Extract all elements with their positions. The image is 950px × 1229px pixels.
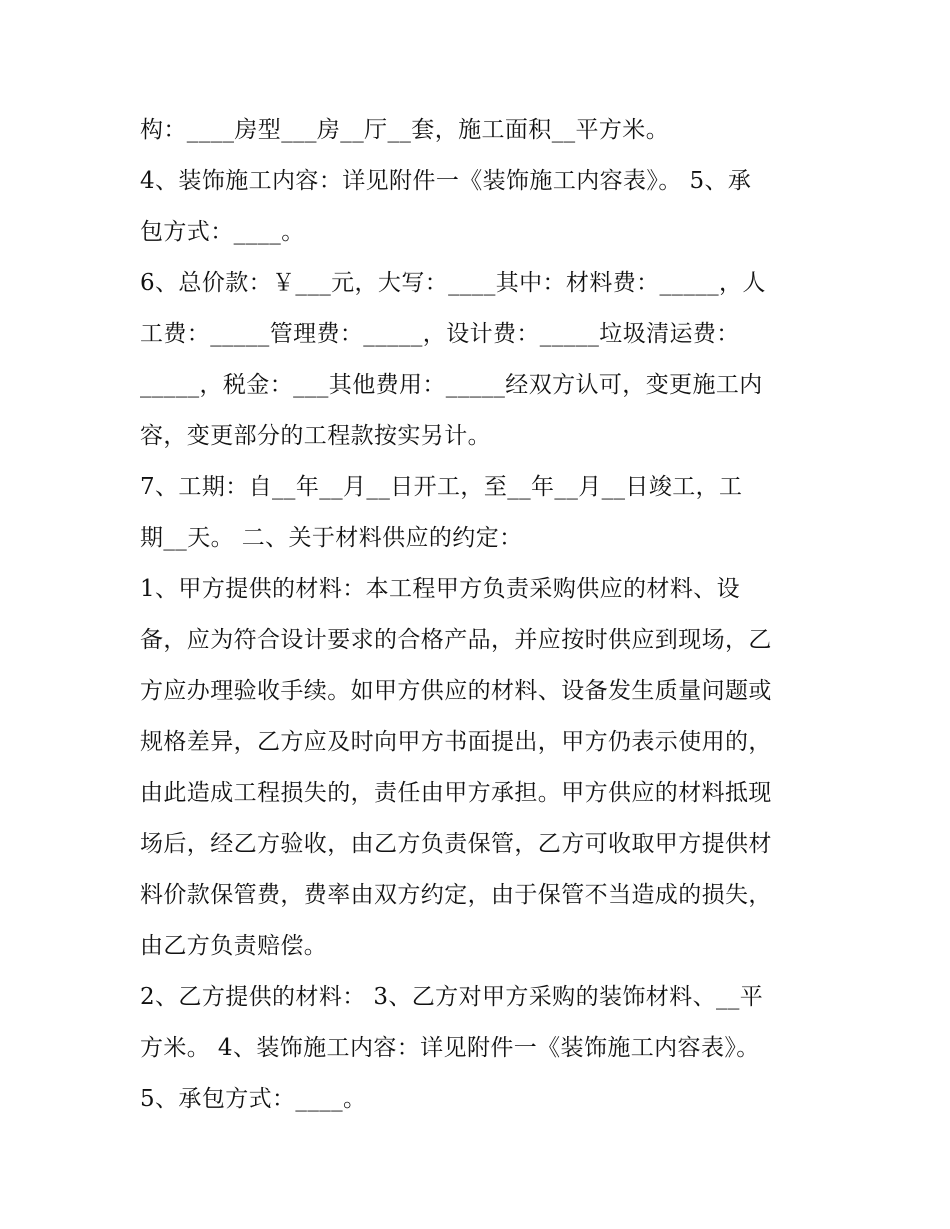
text-line: 方应办理验收手续。如甲方供应的材料、设备发生质量问题或 <box>140 678 772 704</box>
text-line: 方米。 4、装饰施工内容：详见附件一《装饰施工内容表》。 <box>140 1035 760 1061</box>
text-line: 2、乙方提供的材料： 3、乙方对甲方采购的装饰材料、__平 <box>140 984 764 1010</box>
text-line: 1、甲方提供的材料：本工程甲方负责采购供应的材料、设 <box>140 576 741 602</box>
text-line: 7、工期：自__年__月__日开工，至__年__月__日竣工，工 <box>140 474 743 500</box>
text-line: 6、总价款：￥___元，大写：____其中：材料费：_____，人 <box>140 270 766 296</box>
text-line: 由乙方负责赔偿。 <box>140 933 328 959</box>
text-line: 规格差异，乙方应及时向甲方书面提出，甲方仍表示使用的， <box>140 729 772 755</box>
text-line: 容，变更部分的工程款按实另计。 <box>140 423 491 449</box>
text-line: 由此造成工程损失的，责任由甲方承担。甲方供应的材料抵现 <box>140 780 772 806</box>
text-line: 5、承包方式：____。 <box>140 1086 367 1112</box>
text-line: 4、装饰施工内容：详见附件一《装饰施工内容表》。 5、承 <box>140 168 752 194</box>
text-line: 场后，经乙方验收，由乙方负责保管，乙方可收取甲方提供材 <box>140 831 772 857</box>
text-line: 工费：_____管理费：_____，设计费：_____垃圾清运费： <box>140 321 740 347</box>
text-line: _____，税金：___其他费用：_____经双方认可，变更施工内 <box>140 372 763 398</box>
text-line: 构：____房型___房__厅__套，施工面积__平方米。 <box>140 117 670 143</box>
text-line: 料价款保管费，费率由双方约定，由于保管不当造成的损失， <box>140 882 772 908</box>
text-line: 包方式：____。 <box>140 219 305 245</box>
text-line: 期__天。 二、关于材料供应的约定： <box>140 525 523 551</box>
document-body <box>140 105 815 1125</box>
text-line: 备，应为符合设计要求的合格产品，并应按时供应到现场，乙 <box>140 627 772 653</box>
